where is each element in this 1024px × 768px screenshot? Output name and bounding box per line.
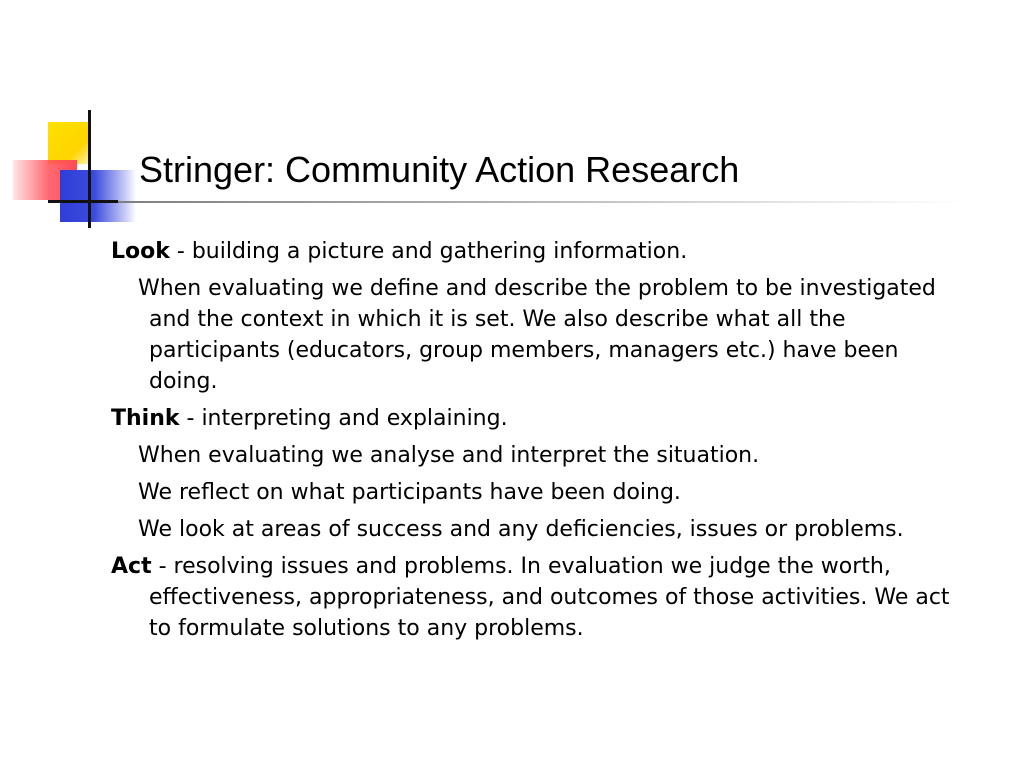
slide-title: Stringer: Community Action Research: [139, 149, 740, 190]
think-point: We reflect on what participants have been doing.: [138, 480, 681, 505]
slide-logo-decoration: [0, 0, 140, 240]
yellow-square-decoration: [48, 122, 88, 164]
act-term: Act: [111, 554, 152, 579]
think-point: When evaluating we analyse and interpret the situation.: [138, 443, 760, 468]
horizontal-line-decoration: [48, 200, 118, 203]
think-item: [111, 403, 971, 434]
act-description: - resolving issues and problems. In evaluation we judge the worth, effectiveness, appropriateness, and outcomes of those activities. We act to formulate solutions to any problems.: [149, 554, 950, 641]
vertical-line-decoration: [88, 110, 91, 228]
title-underline: [118, 201, 968, 203]
slide-body: [111, 236, 971, 650]
think-description: - interpreting and explaining.: [179, 406, 508, 431]
think-term: Think: [111, 406, 180, 431]
look-point: When evaluating we define and describe the problem to be investigated and the context in which it is set. We also describe what all the participants (educators, group members, managers etc.) have been doing.: [138, 276, 936, 394]
look-description: - building a picture and gathering information.: [169, 239, 688, 264]
blue-square-decoration: [60, 170, 136, 222]
act-item: [111, 551, 971, 644]
look-term: Look: [111, 239, 170, 264]
look-item: [111, 236, 971, 267]
think-point: We look at areas of success and any deficiencies, issues or problems.: [138, 517, 904, 542]
